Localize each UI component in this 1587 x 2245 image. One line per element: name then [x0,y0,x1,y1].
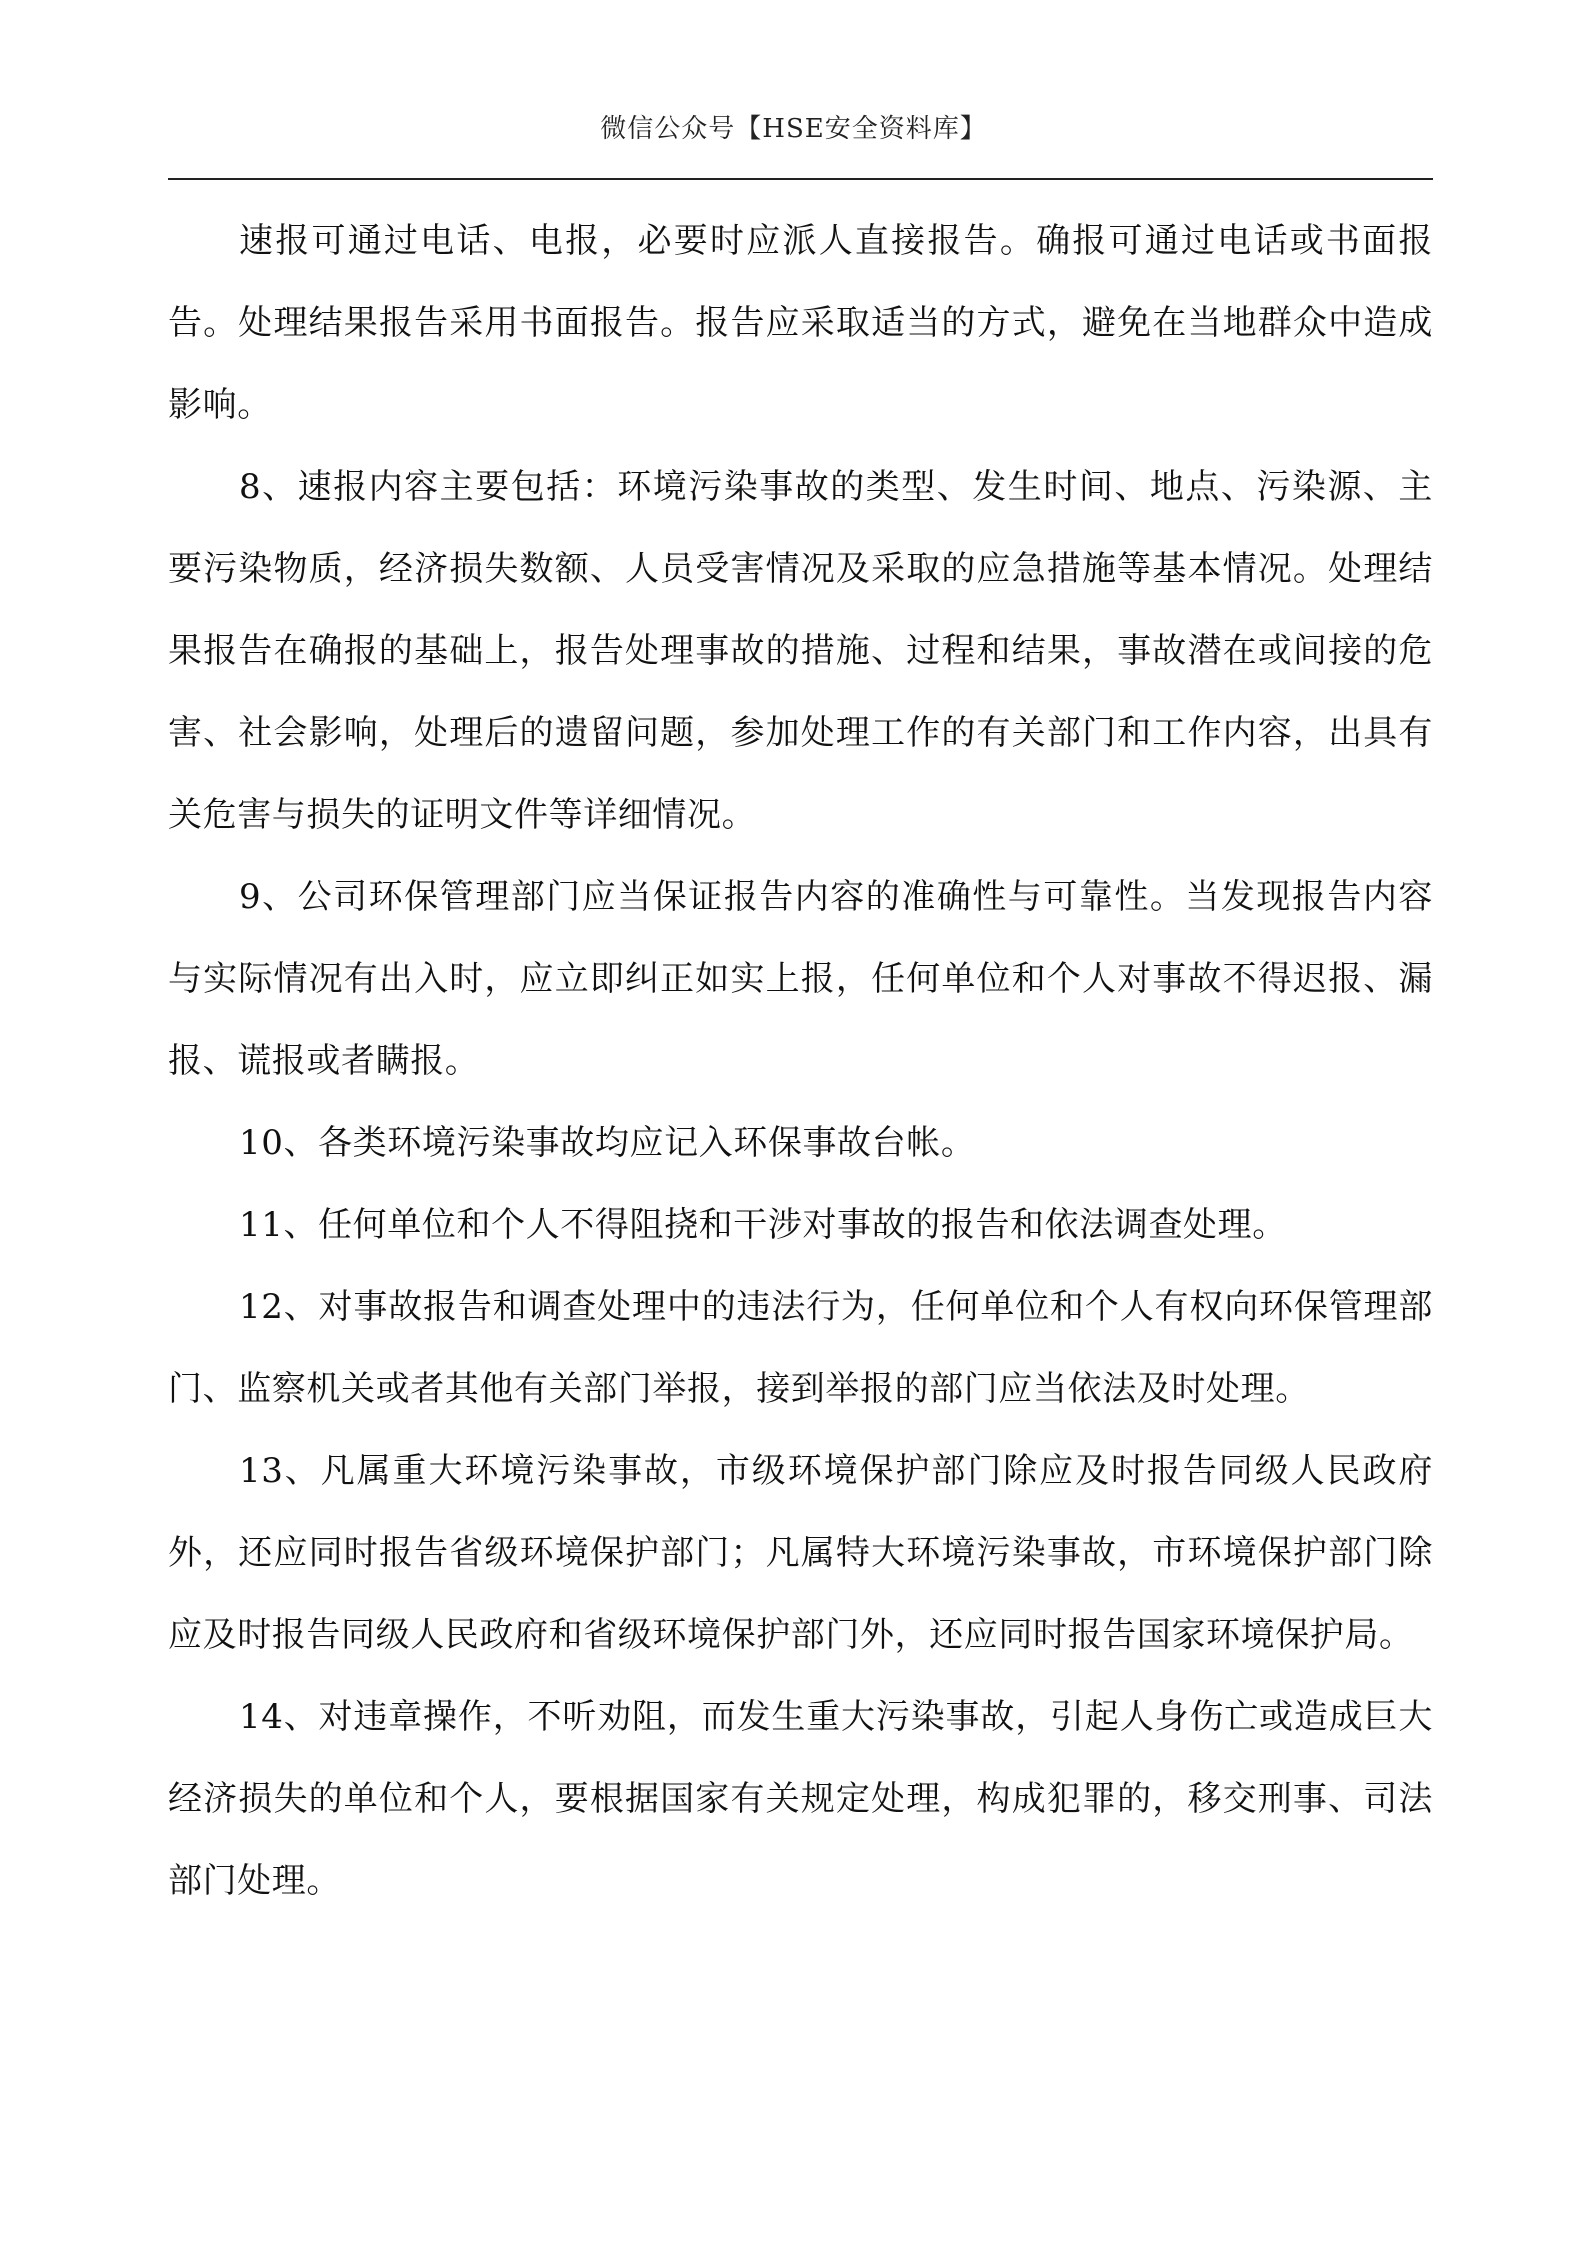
header-divider [168,178,1433,180]
paragraph-13-escalation: 13、凡属重大环境污染事故，市级环境保护部门除应及时报告同级人民政府外，还应同时报告省级环境保护部门；凡属特大环境污染事故，市环境保护部门除应及时报告同级人民政府和省级环境保护部门外，还应同时报告国家环境保护局。 [168,1451,1433,1655]
paragraph-12-whistleblowing: 12、对事故报告和调查处理中的违法行为，任何单位和个人有权向环保管理部门、监察机关或者其他有关部门举报，接到举报的部门应当依法及时处理。 [168,1287,1433,1409]
paragraph-9-accuracy: 9、公司环保管理部门应当保证报告内容的准确性与可靠性。当发现报告内容与实际情况有出入时，应立即纠正如实上报，任何单位和个人对事故不得迟报、漏报、谎报或者瞒报。 [168,877,1433,1081]
page-header: 微信公众号【HSE安全资料库】 [600,114,987,144]
paragraph-14-penalties: 14、对违章操作，不听劝阻，而发生重大污染事故，引起人身伤亡或造成巨大经济损失的单位和个人，要根据国家有关规定处理，构成犯罪的，移交刑事、司法部门处理。 [168,1697,1433,1901]
paragraph-11-no-obstruction: 11、任何单位和个人不得阻挠和干涉对事故的报告和依法调查处理。 [239,1205,1287,1245]
document-body [168,200,1433,1922]
paragraph-8-report-content: 8、速报内容主要包括：环境污染事故的类型、发生时间、地点、污染源、主要污染物质，经济损失数额、人员受害情况及采取的应急措施等基本情况。处理结果报告在确报的基础上，报告处理事故的措施、过程和结果，事故潜在或间接的危害、社会影响，处理后的遗留问题，参加处理工作的有关部门和工作内容，出具有关危害与损失的证明文件等详细情况。 [168,467,1433,835]
paragraph-10-ledger: 10、各类环境污染事故均应记入环保事故台帐。 [239,1123,976,1163]
paragraph-report-methods: 速报可通过电话、电报，必要时应派人直接报告。确报可通过电话或书面报告。处理结果报告采用书面报告。报告应采取适当的方式，避免在当地群众中造成影响。 [168,221,1433,425]
